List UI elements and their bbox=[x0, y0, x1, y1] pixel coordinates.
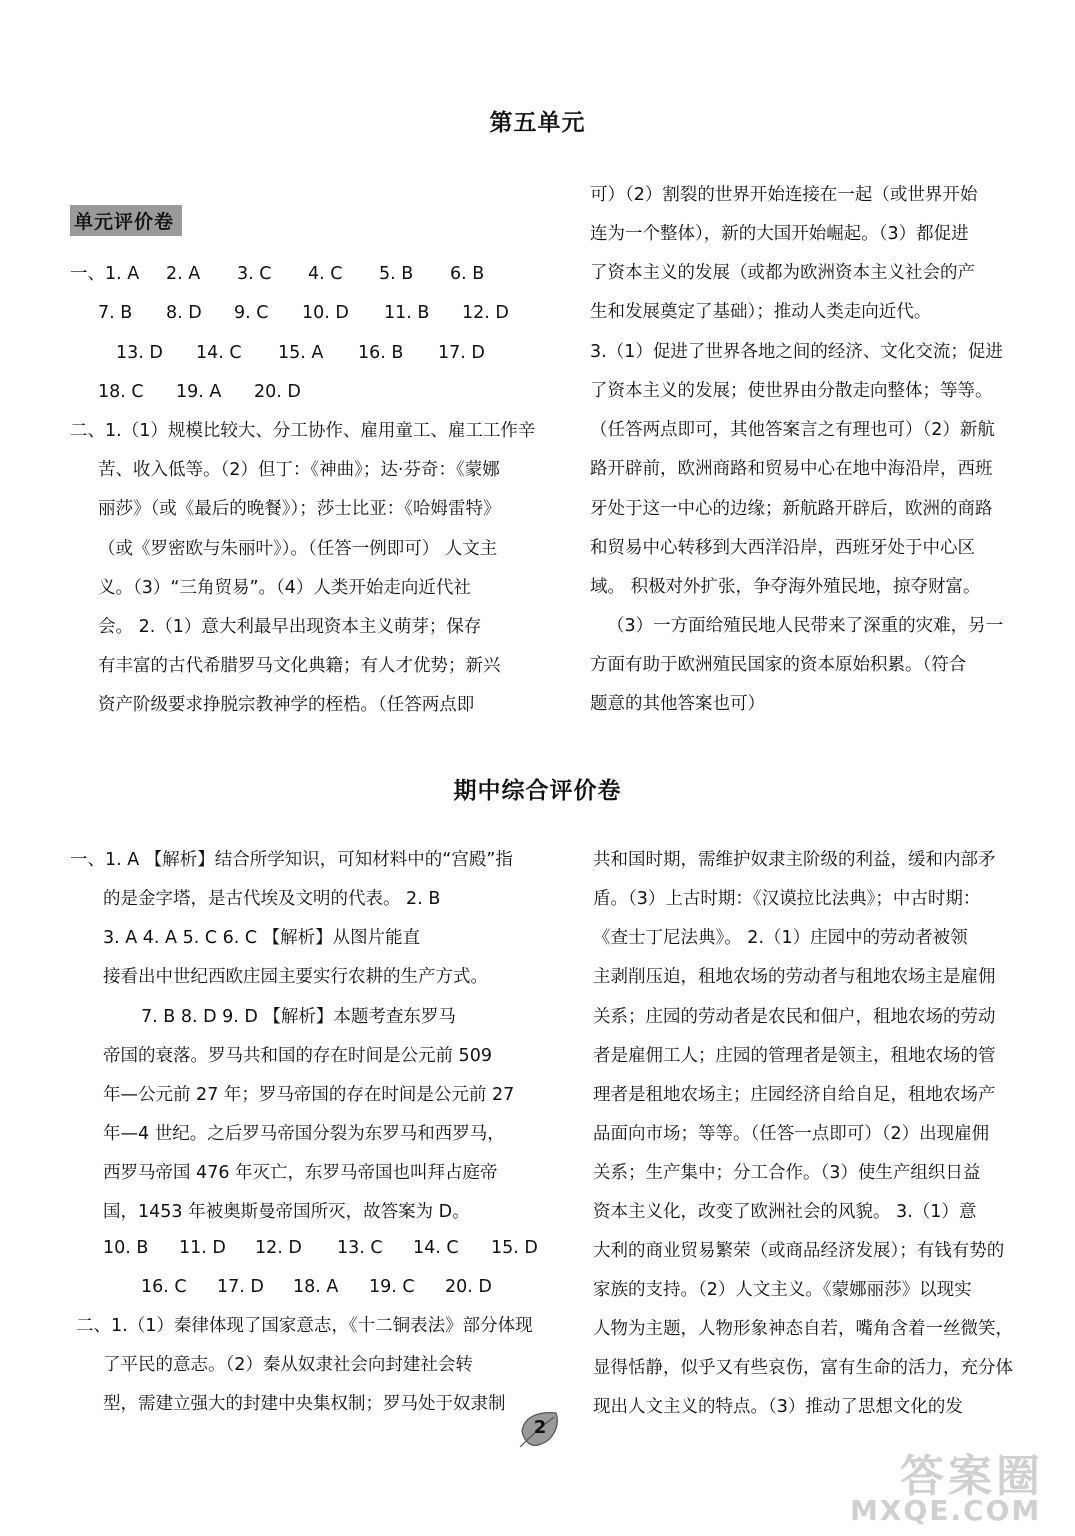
text-line: 二、1.（1）秦律体现了国家意志，《十二铜表法》部分体现 bbox=[76, 1316, 533, 1336]
text-line: 国，1453 年被奥斯曼帝国所灭，故答案为 D。 bbox=[103, 1202, 470, 1222]
answer: 8. D bbox=[166, 303, 202, 323]
text-line: 型，需建立强大的封建中央集权制；罗马处于奴隶制 bbox=[103, 1394, 506, 1414]
text-line: 西罗马帝国 476 年灭亡，东罗马帝国也叫拜占庭帝 bbox=[103, 1163, 498, 1183]
answer-row-6 bbox=[141, 1275, 492, 1299]
answer-row-2 bbox=[98, 301, 509, 325]
text-line: 有丰富的古代希腊罗马文化典籍；有人才优势；新兴 bbox=[98, 656, 501, 676]
answer: 一、1. A bbox=[70, 264, 140, 284]
text-line: 家族的支持。（2）人文主义。《蒙娜丽莎》以现实 bbox=[593, 1280, 972, 1300]
answer: 6. B bbox=[450, 264, 485, 284]
text-line: 年—公元前 27 年；罗马帝国的存在时间是公元前 27 bbox=[103, 1085, 515, 1105]
text-line: 显得恬静，似乎又有些哀伤，富有生命的活力，充分体 bbox=[593, 1358, 1013, 1378]
answer: 13. C bbox=[337, 1238, 383, 1258]
answer: 5. B bbox=[379, 264, 414, 284]
watermark bbox=[840, 1440, 1055, 1530]
text-line: 关系；生产集中；分工合作。（3）使生产组织日益 bbox=[593, 1163, 981, 1183]
unit-title: 第五单元 bbox=[489, 110, 586, 136]
answer: 15. A bbox=[278, 343, 324, 363]
text-line: 资本主义化，改变了欧洲社会的风貌。 3.（1）意 bbox=[593, 1202, 977, 1222]
answer: 17. D bbox=[217, 1277, 264, 1297]
text-line: 人物为主题，人物形象神态自若，嘴角含着一丝微笑， bbox=[593, 1319, 1013, 1339]
answer: 4. C bbox=[308, 264, 343, 284]
text-line: 帝国的衰落。罗马共和国的存在时间是公元前 509 bbox=[103, 1046, 492, 1066]
answer: 12. D bbox=[462, 303, 509, 323]
text-line: 会。 2.（1）意大利最早出现资本主义萌芽；保存 bbox=[98, 617, 482, 637]
answer: 10. D bbox=[302, 303, 349, 323]
answer: 3. C bbox=[237, 264, 272, 284]
answer: 20. D bbox=[445, 1277, 492, 1297]
answer: 13. D bbox=[116, 343, 163, 363]
text-line: 二、1.（1）规模比较大、分工协作、雇用童工、雇工工作辛 bbox=[70, 421, 536, 441]
answer: 19. A bbox=[176, 382, 222, 402]
answer-row-3 bbox=[116, 341, 485, 365]
text-line: 路开辟前，欧洲商路和贸易中心在地中海沿岸，西班 bbox=[590, 459, 993, 479]
text-line: 方面有助于欧洲殖民国家的资本原始积累。（符合 bbox=[590, 655, 967, 675]
text-line: 品面向市场；等等。（任答一点即可）（2）出现雇佣 bbox=[593, 1124, 990, 1144]
text-line: 一、1. A 【解析】结合所学知识，可知材料中的“宫殿”指 bbox=[70, 850, 513, 870]
answer: 2. A bbox=[166, 264, 201, 284]
text-line: 丽莎》（或《最后的晚餐》）；莎士比亚：《哈姆雷特》 bbox=[98, 499, 501, 519]
text-line: 义。（3）“三角贸易”。（4）人类开始走向近代社 bbox=[98, 578, 471, 598]
text-line: 共和国时期，需维护奴隶主阶级的利益，缓和内部矛 bbox=[593, 850, 996, 870]
answer-row-5 bbox=[103, 1236, 538, 1260]
text-line: 了平民的意志。（2）秦从奴隶社会向封建社会转 bbox=[103, 1355, 473, 1375]
text-line: 苦、收入低等。（2）但丁：《神曲》；达·芬奇：《蒙娜 bbox=[98, 460, 500, 480]
midterm-title: 期中综合评价卷 bbox=[453, 778, 622, 804]
answer: 18. C bbox=[98, 382, 144, 402]
watermark-url: MXQE.COM bbox=[850, 1494, 1042, 1527]
text-line: （3）一方面给殖民地人民带来了深重的灾难，另一 bbox=[607, 616, 1004, 636]
answer: 14. C bbox=[413, 1238, 459, 1258]
text-line: 现出人文主义的特点。（3）推动了思想文化的发 bbox=[593, 1397, 963, 1417]
text-line: 题意的其他答案也可） bbox=[590, 694, 765, 714]
text-line: 《查士丁尼法典》。 2.（1）庄园中的劳动者被领 bbox=[593, 928, 968, 948]
text-line: 生和发展奠定了基础）；推动人类走向近代。 bbox=[590, 302, 932, 322]
answer: 15. D bbox=[491, 1238, 538, 1258]
answer: 11. B bbox=[384, 303, 430, 323]
text-line: 接看出中世纪西欧庄园主要实行农耕的生产方式。 bbox=[103, 967, 488, 987]
text-line: 的是金字塔，是古代埃及文明的代表。 2. B bbox=[103, 889, 441, 909]
answer: 12. D bbox=[255, 1238, 302, 1258]
text-line: 盾。（3）上古时期：《汉谟拉比法典》；中古时期： bbox=[593, 889, 981, 909]
text-line: 了资本主义的发展；使世界由分散走向整体；等等。 bbox=[590, 381, 993, 401]
answer: 16. C bbox=[141, 1277, 187, 1297]
answer: 17. D bbox=[438, 343, 485, 363]
answer-row-4 bbox=[98, 380, 301, 404]
text-line: 资产阶级要求挣脱宗教神学的桎梏。（任答两点即 bbox=[98, 695, 475, 715]
answer: 16. B bbox=[358, 343, 404, 363]
text-line: 者是雇佣工人；庄园的管理者是领主，租地农场的管 bbox=[593, 1046, 996, 1066]
text-line: 3. A 4. A 5. C 6. C 【解析】从图片能直 bbox=[103, 928, 421, 948]
text-line: 关系；庄园的劳动者是农民和佃户，租地农场的劳动 bbox=[593, 1007, 996, 1027]
answer: 19. C bbox=[369, 1277, 415, 1297]
answer: 7. B bbox=[98, 303, 133, 323]
answer: 10. B bbox=[103, 1238, 149, 1258]
page-number bbox=[516, 1407, 564, 1451]
answer: 14. C bbox=[196, 343, 242, 363]
section-badge: 单元评价卷 bbox=[70, 205, 182, 236]
text-line: 和贸易中心转移到大西洋沿岸，西班牙处于中心区 bbox=[590, 538, 975, 558]
answer: 9. C bbox=[234, 303, 269, 323]
text-line: 了资本主义的发展（或都为欧洲资本主义社会的产 bbox=[590, 263, 975, 283]
answer: 11. D bbox=[179, 1238, 226, 1258]
text-line: （任答两点即可，其他答案言之有理也可）（2）新航 bbox=[590, 420, 995, 440]
answer: 18. A bbox=[293, 1277, 339, 1297]
page-number-text: 2 bbox=[533, 1417, 547, 1438]
text-line: 域。 积极对外扩张，争夺海外殖民地，掠夺财富。 bbox=[590, 577, 981, 597]
text-line: 连为一个整体），新的大国开始崛起。（3）都促进 bbox=[590, 224, 969, 244]
text-line: 主剥削压迫，租地农场的劳动者与租地农场主是雇佣 bbox=[593, 967, 996, 987]
text-line: 大利的商业贸易繁荣（或商品经济发展）；有钱有势的 bbox=[593, 1241, 1005, 1261]
text-line: 牙处于这一中心的边缘；新航路开辟后，欧洲的商路 bbox=[590, 499, 993, 519]
text-line: 7. B 8. D 9. D 【解析】本题考查东罗马 bbox=[141, 1007, 456, 1027]
text-line: 3.（1）促进了世界各地之间的经济、文化交流；促进 bbox=[590, 342, 1003, 362]
text-line: 年—4 世纪。之后罗马帝国分裂为东罗马和西罗马， bbox=[103, 1124, 505, 1144]
answer-row-1 bbox=[70, 262, 484, 286]
text-line: 理者是租地农场主；庄园经济自给自足，租地农场产 bbox=[593, 1085, 996, 1105]
answer: 20. D bbox=[254, 382, 301, 402]
watermark-logo-text: 答案圈 bbox=[900, 1451, 1044, 1502]
text-line: （或《罗密欧与朱丽叶》）。（任答一例即可） 人文主 bbox=[98, 539, 498, 559]
text-line: 可）（2）割裂的世界开始连接在一起（或世界开始 bbox=[590, 185, 978, 205]
